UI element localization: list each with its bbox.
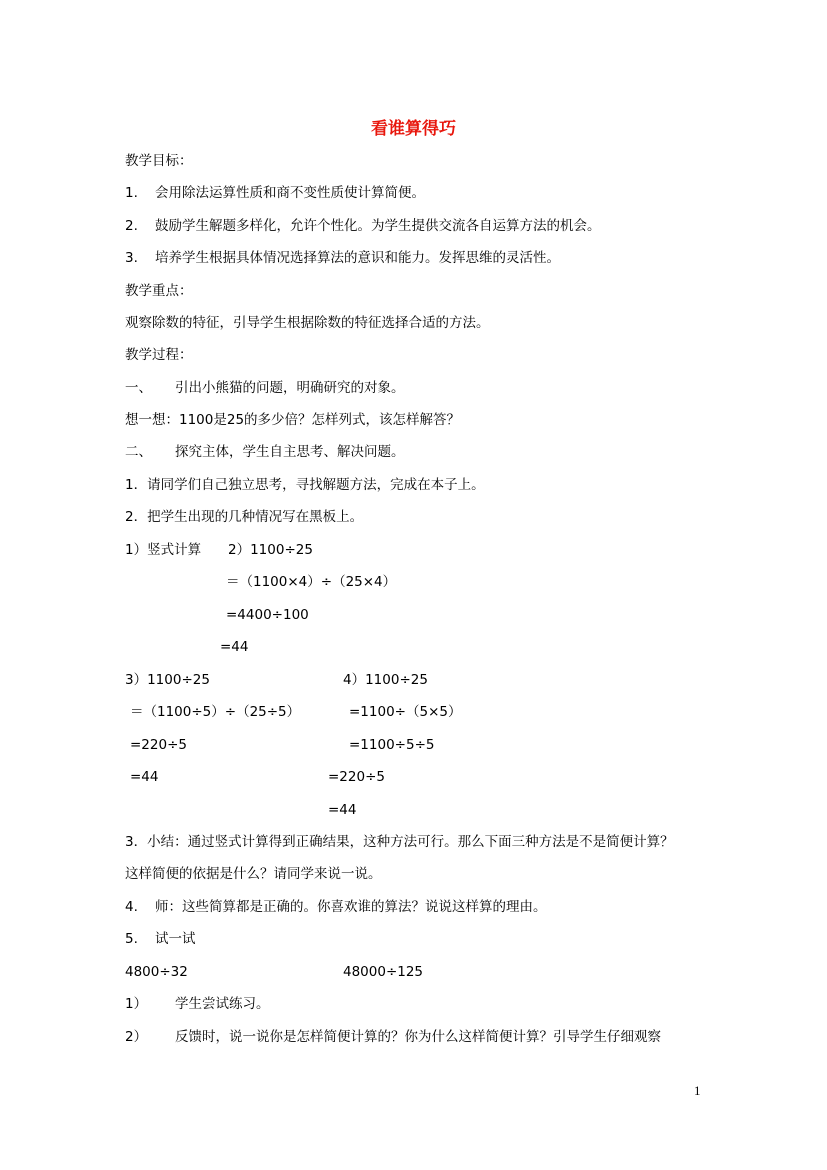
goal-1-number: 1. bbox=[125, 185, 138, 201]
item-5-text: 试一试 bbox=[155, 931, 196, 947]
goal-3-number: 3. bbox=[125, 250, 138, 266]
method-2-line-1: 2）1100÷25 bbox=[228, 542, 313, 558]
method-4-line-3: =1100÷5÷5 bbox=[349, 737, 435, 753]
step-2-text: 探究主体，学生自主思考、解决问题。 bbox=[175, 444, 405, 460]
item-5-number: 5. bbox=[125, 931, 138, 947]
method-3-line-1: 3）1100÷25 bbox=[125, 672, 210, 688]
page-number: 1 bbox=[694, 1083, 701, 1098]
goals-heading: 教学目标： bbox=[125, 153, 193, 169]
method-1-label: 1）竖式计算 bbox=[125, 542, 202, 558]
try-problem-b: 48000÷125 bbox=[343, 964, 424, 980]
method-4-line-5: =44 bbox=[328, 802, 357, 818]
method-2-line-3: =4400÷100 bbox=[226, 607, 309, 623]
item-3-line-2: 这样简便的依据是什么？请同学来说一说。 bbox=[125, 866, 382, 882]
process-heading: 教学过程： bbox=[125, 347, 193, 363]
method-2-line-2: ＝（1100×4）÷（25×4） bbox=[226, 574, 397, 590]
method-3-line-2: ＝（1100÷5）÷（25÷5） bbox=[130, 704, 301, 720]
try-problem-a: 4800÷32 bbox=[125, 964, 188, 980]
method-3-line-4: =44 bbox=[130, 769, 159, 785]
method-4-line-1: 4）1100÷25 bbox=[343, 672, 428, 688]
goal-2-number: 2. bbox=[125, 218, 138, 234]
item-4-text: 师：这些简算都是正确的。你喜欢谁的算法？说说这样算的理由。 bbox=[155, 899, 547, 915]
goal-3-text: 培养学生根据具体情况选择算法的意识和能力。发挥思维的灵活性。 bbox=[155, 250, 560, 266]
step-1-text: 引出小熊猫的问题，明确研究的对象。 bbox=[175, 380, 405, 396]
step-1-number: 一、 bbox=[125, 380, 152, 396]
sub-1-number: 1） bbox=[125, 996, 148, 1012]
method-4-line-4: =220÷5 bbox=[328, 769, 385, 785]
sub-1-text: 学生尝试练习。 bbox=[175, 996, 270, 1012]
goal-2-text: 鼓励学生解题多样化，允许个性化。为学生提供交流各自运算方法的机会。 bbox=[155, 218, 601, 234]
item-4-number: 4. bbox=[125, 899, 138, 915]
key-text: 观察除数的特征，引导学生根据除数的特征选择合适的方法。 bbox=[125, 315, 490, 331]
think-prompt: 想一想：1100是25的多少倍？怎样列式，该怎样解答？ bbox=[125, 412, 461, 428]
method-4-line-2: =1100÷（5×5） bbox=[349, 704, 462, 720]
key-heading: 教学重点： bbox=[125, 283, 193, 299]
item-2-text: 2．把学生出现的几种情况写在黑板上。 bbox=[125, 509, 364, 525]
step-2-number: 二、 bbox=[125, 444, 152, 460]
item-3-line-1: 3．小结：通过竖式计算得到正确结果，这种方法可行。那么下面三种方法是不是简便计算？ bbox=[125, 834, 674, 850]
sub-2-number: 2） bbox=[125, 1029, 148, 1045]
method-3-line-3: =220÷5 bbox=[130, 737, 187, 753]
document-title: 看谁算得巧 bbox=[371, 119, 456, 139]
sub-2-text: 反馈时，说一说你是怎样简便计算的？你为什么这样简便计算？引导学生仔细观察 bbox=[175, 1029, 661, 1045]
method-2-line-4: =44 bbox=[220, 639, 249, 655]
item-1-text: 1．请同学们自己独立思考，寻找解题方法，完成在本子上。 bbox=[125, 477, 485, 493]
goal-1-text: 会用除法运算性质和商不变性质使计算简便。 bbox=[155, 185, 425, 201]
